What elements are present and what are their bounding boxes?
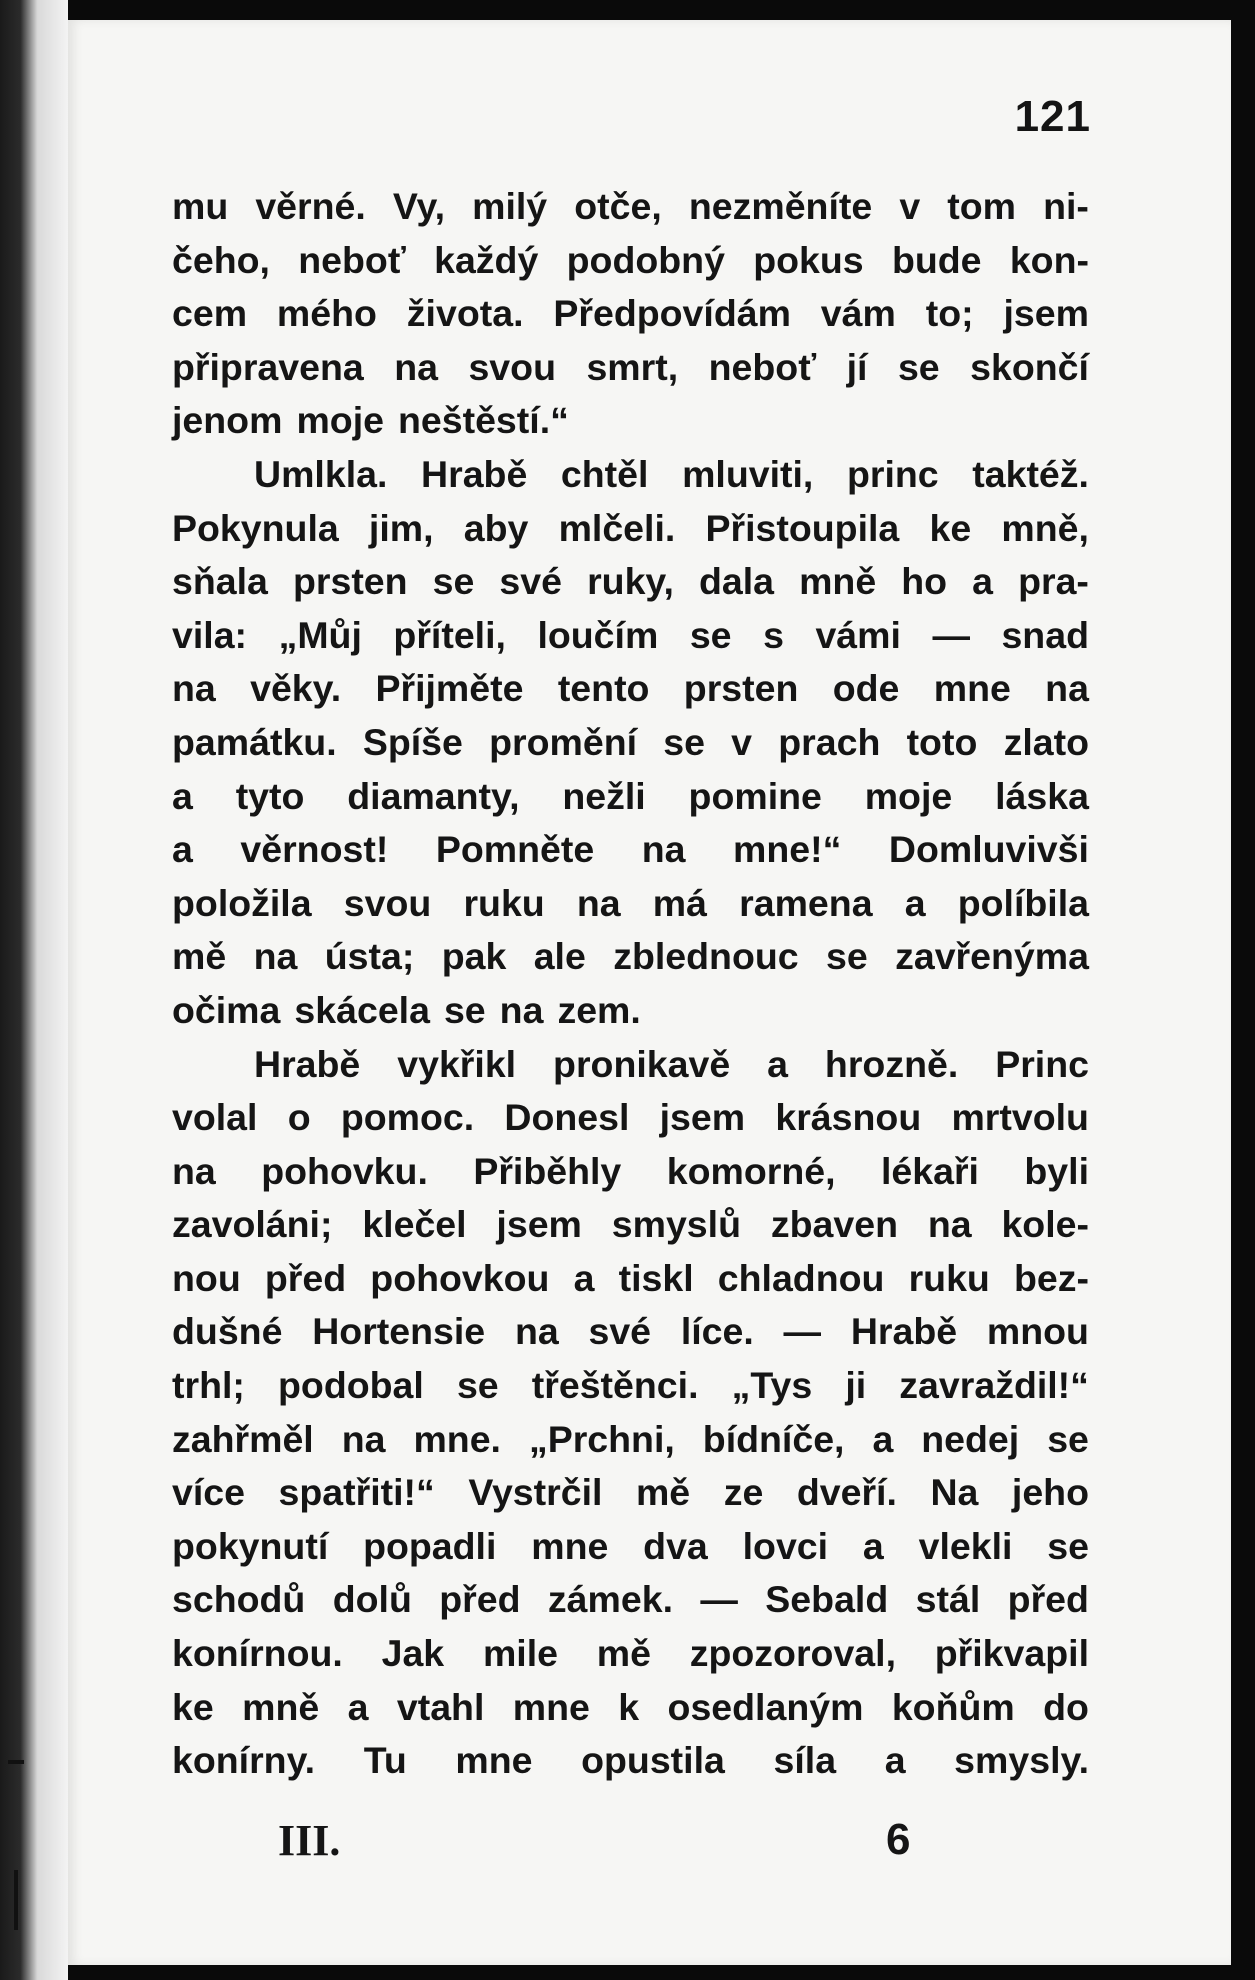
text-word: líce.	[680, 1310, 754, 1353]
text-word: Umlkla.	[254, 452, 388, 495]
text-line	[172, 502, 1089, 556]
text-word: zavřenýma	[895, 935, 1089, 978]
text-word: neboť	[298, 238, 406, 281]
text-word: zem.	[557, 988, 641, 1031]
text-word: se	[1047, 1524, 1089, 1567]
text-word: památku.	[172, 720, 337, 763]
text-word: smysly.	[954, 1739, 1089, 1782]
text-word: před	[439, 1578, 521, 1621]
text-word: mně,	[1001, 506, 1089, 549]
text-word: ji	[845, 1364, 867, 1407]
text-word: jim,	[368, 506, 434, 549]
text-word: nedej	[921, 1417, 1020, 1460]
text-word: aby	[463, 506, 529, 549]
text-line	[172, 1734, 1089, 1788]
text-line	[172, 1305, 1089, 1359]
text-word: krásnou	[775, 1096, 922, 1139]
text-word: na	[576, 881, 621, 924]
text-word: Princ	[995, 1042, 1089, 1085]
text-word: taktéž.	[972, 452, 1089, 495]
text-word: bez-	[1013, 1256, 1089, 1299]
text-word: Hrabě	[850, 1310, 958, 1353]
text-word: před	[264, 1256, 347, 1299]
text-word: Hrabě	[254, 1042, 361, 1085]
text-word: svou	[468, 345, 556, 388]
text-word: prsten	[292, 560, 408, 603]
text-word: mne	[933, 667, 1011, 710]
text-word: se	[443, 988, 486, 1031]
text-word: na	[172, 1149, 216, 1192]
text-word: Hortensie	[312, 1310, 486, 1353]
text-word: zámek.	[547, 1578, 674, 1621]
text-word: před	[1007, 1578, 1089, 1621]
text-word: otče,	[574, 185, 662, 227]
text-word: věrné.	[255, 185, 366, 227]
text-word: v	[731, 720, 753, 763]
text-word: mluviti,	[682, 452, 814, 495]
text-word: ode	[832, 667, 900, 710]
text-word: a	[904, 881, 926, 924]
text-word: pomoc.	[340, 1096, 475, 1139]
text-line	[172, 1145, 1089, 1199]
text-word: moje	[296, 399, 384, 442]
text-word: vámi	[815, 613, 901, 656]
text-word: mě	[172, 935, 227, 978]
text-line	[172, 1038, 1089, 1092]
text-word: ruku	[908, 1256, 990, 1299]
text-word: na	[641, 828, 686, 871]
text-word: ruky,	[587, 560, 674, 603]
text-line	[172, 1413, 1089, 1467]
text-line	[172, 823, 1089, 877]
text-word: věrnost!	[240, 828, 389, 871]
text-word: mne!“	[733, 828, 842, 871]
text-word: ústa;	[324, 935, 415, 978]
text-word: zlato	[1003, 720, 1089, 763]
text-word: Hrabě	[421, 452, 528, 495]
text-word: a	[972, 560, 994, 603]
text-word: mě	[635, 1471, 691, 1514]
signature-mark: III.	[278, 1816, 341, 1865]
text-word: hrozně.	[824, 1042, 959, 1085]
margin-mark	[14, 1870, 18, 1930]
text-word: zblednouc	[613, 935, 799, 978]
text-word: tento	[557, 667, 650, 710]
text-word: —	[932, 613, 970, 656]
text-word: na	[499, 988, 544, 1031]
text-word: „Prchni,	[528, 1417, 675, 1460]
text-word: Přijměte	[375, 667, 524, 710]
text-word: ke	[929, 506, 972, 549]
text-word: tiskl	[618, 1256, 694, 1299]
text-word: Spíše	[362, 720, 463, 763]
text-word: se	[689, 613, 732, 656]
text-word: skácela	[294, 988, 430, 1031]
text-word: sňala	[172, 560, 268, 603]
text-word: s	[763, 613, 784, 656]
text-word: třeštěnci.	[531, 1364, 699, 1407]
text-word: „Můj	[278, 613, 362, 656]
text-word: na	[341, 1417, 386, 1460]
text-word: smyslů	[611, 1203, 741, 1246]
text-word: pokynutí	[172, 1524, 329, 1567]
text-word: na	[1045, 667, 1089, 710]
text-word: lékaři	[880, 1149, 979, 1192]
text-word: neboť	[708, 345, 817, 388]
text-word: komorné,	[666, 1149, 836, 1192]
text-word: a	[872, 1417, 894, 1460]
text-word: bídníče,	[702, 1417, 845, 1460]
text-word: své	[588, 1310, 652, 1353]
text-word: na	[394, 345, 438, 388]
text-word: mile	[482, 1632, 558, 1675]
text-word: se	[826, 935, 868, 978]
text-word: prsten	[683, 667, 799, 710]
text-word: na	[172, 667, 216, 710]
text-word: Donesl	[504, 1096, 630, 1139]
text-word: nou	[172, 1256, 241, 1299]
text-word: —	[700, 1578, 738, 1621]
body-text	[172, 180, 1089, 1788]
text-word: a	[767, 1042, 788, 1085]
text-word: pohovku.	[261, 1149, 428, 1192]
page-number: 121	[1014, 92, 1091, 141]
text-word: klečel	[362, 1203, 467, 1246]
text-word: a	[172, 828, 193, 871]
text-word: nežli	[562, 774, 646, 817]
text-word: má	[652, 881, 707, 924]
text-word: toto	[906, 720, 978, 763]
text-word: jeho	[1011, 1471, 1089, 1514]
text-line	[172, 234, 1089, 288]
text-word: zahřměl	[172, 1417, 314, 1460]
text-word: Přistoupila	[705, 506, 900, 549]
text-word: Tu	[363, 1739, 407, 1782]
text-word: se	[432, 560, 475, 603]
text-word: a	[347, 1685, 369, 1728]
text-word: se	[1047, 1417, 1089, 1460]
text-word: Pomněte	[435, 828, 595, 871]
text-word: konírnou.	[172, 1632, 343, 1675]
text-word: mně	[799, 560, 877, 603]
text-word: vtahl	[396, 1685, 485, 1728]
text-word: tom	[947, 185, 1016, 227]
text-word: příteli,	[393, 613, 506, 656]
text-word: mého	[276, 292, 377, 335]
text-word: vám	[820, 292, 896, 335]
text-word: jsem	[1003, 292, 1089, 335]
text-word: položila	[172, 881, 312, 924]
text-line	[172, 1520, 1089, 1574]
text-word: tyto	[235, 774, 305, 817]
text-word: koňům	[891, 1685, 1015, 1728]
text-line	[172, 609, 1089, 663]
text-word: chtěl	[560, 452, 649, 495]
text-word: bude	[891, 238, 982, 281]
sheet-number: 6	[886, 1815, 911, 1864]
text-line	[172, 448, 1089, 502]
text-word: ruku	[463, 881, 545, 924]
text-word: podobal	[278, 1364, 424, 1407]
text-word: cem	[172, 292, 248, 335]
text-word: konírny.	[172, 1739, 316, 1782]
text-word: na	[253, 935, 298, 978]
text-word: Vy,	[392, 185, 446, 227]
text-line	[172, 180, 1089, 234]
text-line	[172, 1466, 1089, 1520]
text-word: stál	[915, 1578, 981, 1621]
text-word: vila:	[172, 613, 248, 656]
text-word: dva	[643, 1524, 708, 1567]
text-word: schodů	[172, 1578, 306, 1621]
text-word: pak	[441, 935, 507, 978]
text-word: Vystrčil	[468, 1471, 603, 1514]
text-word: kole-	[1001, 1203, 1089, 1246]
text-word: Jak	[381, 1632, 445, 1675]
text-word: více	[172, 1471, 245, 1514]
text-word: se	[663, 720, 705, 763]
text-word: diamanty,	[347, 774, 520, 817]
text-line	[172, 770, 1089, 824]
text-word: mne	[455, 1739, 533, 1782]
text-word: byli	[1024, 1149, 1089, 1192]
text-word: ze	[723, 1471, 764, 1514]
text-word: mě	[596, 1632, 651, 1675]
text-word: „Tys	[731, 1364, 813, 1407]
text-word: svou	[343, 881, 432, 924]
text-word: zavraždil!“	[899, 1364, 1089, 1407]
text-word: promění	[489, 720, 638, 763]
text-line	[172, 341, 1089, 395]
text-word: a	[884, 1739, 906, 1782]
text-word: Na	[930, 1471, 979, 1514]
text-word: pohovkou	[370, 1256, 550, 1299]
text-word: to;	[925, 292, 974, 335]
text-word: nezměníte	[688, 185, 873, 227]
text-word: pronikavě	[553, 1042, 731, 1085]
text-word: osedlaným	[667, 1685, 864, 1728]
text-word: k	[618, 1685, 640, 1728]
text-word: pokus	[753, 238, 864, 281]
text-word: popadli	[363, 1524, 497, 1567]
text-word: očima	[172, 988, 281, 1031]
text-word: prach	[778, 720, 881, 763]
text-word: trhl;	[172, 1364, 245, 1407]
text-line	[172, 1091, 1089, 1145]
text-word: zavoláni;	[172, 1203, 333, 1246]
text-word: volal	[172, 1096, 258, 1139]
text-word: zbaven	[770, 1203, 898, 1246]
text-word: ale	[533, 935, 586, 978]
text-word: opustila	[581, 1739, 725, 1782]
text-word: lovci	[742, 1524, 829, 1567]
text-word: a	[172, 774, 193, 817]
text-line	[172, 1573, 1089, 1627]
text-line	[172, 1252, 1089, 1306]
book-page	[68, 20, 1231, 1965]
text-word: skončí	[970, 345, 1089, 388]
text-line	[172, 1627, 1089, 1681]
text-word: Přiběhly	[473, 1149, 622, 1192]
text-word: smrt,	[586, 345, 679, 388]
text-word: mrtvolu	[951, 1096, 1089, 1139]
text-word: dušné	[172, 1310, 283, 1353]
text-word: o	[287, 1096, 311, 1139]
text-word: mne	[531, 1524, 609, 1567]
text-word: své	[499, 560, 562, 603]
text-word: pra-	[1018, 560, 1089, 603]
text-word: v	[899, 185, 921, 227]
text-line	[172, 555, 1089, 609]
text-line	[172, 1198, 1089, 1252]
text-word: mu	[172, 185, 229, 227]
text-line	[172, 877, 1089, 931]
text-word: kon-	[1009, 238, 1089, 281]
text-word: připravena	[172, 345, 364, 388]
text-word: a	[573, 1256, 595, 1299]
text-word: dolů	[332, 1578, 412, 1621]
text-word: jenom	[172, 399, 283, 442]
text-word: spatřiti!“	[278, 1471, 435, 1514]
text-word: dala	[698, 560, 775, 603]
text-word: mnou	[986, 1310, 1089, 1353]
text-word: milý	[472, 185, 548, 227]
book-binding-edge	[0, 0, 68, 1980]
text-word: vykřikl	[397, 1042, 517, 1085]
text-line	[172, 287, 1089, 341]
text-word: věky.	[250, 667, 342, 710]
text-line	[172, 716, 1089, 770]
text-word: na	[927, 1203, 972, 1246]
text-line	[172, 662, 1089, 716]
text-word: síla	[773, 1739, 837, 1782]
text-word: jí	[846, 345, 868, 388]
text-word: se	[456, 1364, 499, 1407]
text-word: —	[783, 1310, 822, 1353]
text-line	[172, 394, 1089, 448]
text-word: Předpovídám	[553, 292, 791, 335]
text-word: Domluvivši	[888, 828, 1089, 871]
text-word: přikvapil	[934, 1632, 1089, 1675]
text-line	[172, 930, 1089, 984]
text-word: jsem	[496, 1203, 582, 1246]
text-word: jsem	[659, 1096, 746, 1139]
text-word: čeho,	[172, 238, 270, 281]
text-word: neštěstí.“	[397, 399, 569, 442]
text-word: mlčeli.	[558, 506, 676, 549]
text-word: snad	[1001, 613, 1089, 656]
text-word: dveří.	[796, 1471, 897, 1514]
text-word: ni-	[1043, 185, 1089, 227]
text-word: moje	[864, 774, 953, 817]
text-word: každý	[434, 238, 539, 281]
text-word: princ	[846, 452, 939, 495]
text-word: loučím	[537, 613, 659, 656]
text-word: se	[897, 345, 940, 388]
text-word: na	[514, 1310, 559, 1353]
text-word: Pokynula	[172, 506, 339, 549]
text-word: podobný	[566, 238, 725, 281]
text-line	[172, 1359, 1089, 1413]
text-word: ramena	[739, 881, 873, 924]
text-word: chladnou	[717, 1256, 885, 1299]
text-word: láska	[995, 774, 1089, 817]
text-line	[172, 1681, 1089, 1735]
text-word: života.	[406, 292, 524, 335]
text-word: vlekli	[918, 1524, 1013, 1567]
text-word: Sebald	[765, 1578, 889, 1621]
text-word: a	[862, 1524, 884, 1567]
text-word: mne.	[413, 1417, 501, 1460]
text-word: zpozoroval,	[689, 1632, 896, 1675]
text-word: políbila	[957, 881, 1089, 924]
text-word: ho	[901, 560, 948, 603]
text-line	[172, 984, 1089, 1038]
text-word: pomine	[688, 774, 822, 817]
text-word: do	[1043, 1685, 1089, 1728]
margin-mark	[8, 1760, 24, 1764]
text-word: ke	[172, 1685, 214, 1728]
text-word: mně	[242, 1685, 320, 1728]
text-word: mne	[512, 1685, 590, 1728]
